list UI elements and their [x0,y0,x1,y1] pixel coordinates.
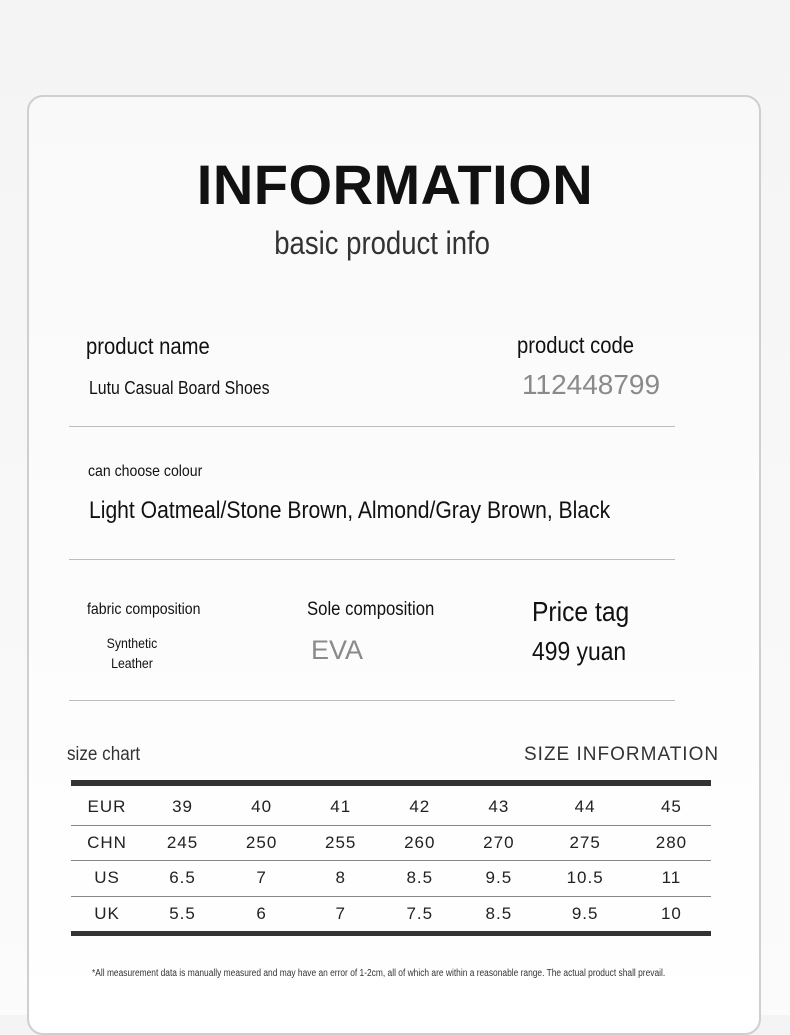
table-cell: 255 [301,825,380,861]
page-title: INFORMATION [196,153,594,216]
product-name-label: product name [86,333,210,359]
table-cell: 10 [660,903,682,923]
table-cell: 40 [222,790,301,825]
table-cell: 280 [632,825,711,861]
table-cell: 8.5 [380,861,459,897]
table-row-chn [71,825,711,861]
table-cell: 270 [459,825,538,861]
table-cell: 275 [538,825,631,861]
table-cell: 260 [380,825,459,861]
table-cell: 9.5 [459,861,538,897]
table-top-bar [71,780,711,786]
fabric-label: fabric composition [87,601,201,618]
table-cell: 6 [256,903,267,923]
table-row-us [71,861,711,897]
table-cell: 8 [301,861,380,897]
size-information-title: SIZE INFORMATION [524,744,720,765]
divider-3 [69,700,675,701]
colour-value: Light Oatmeal/Stone Brown, Almond/Gray Brown, Black [89,497,611,524]
product-name-value: Lutu Casual Board Shoes [89,378,270,398]
row-head: CHN [71,825,143,861]
table-row-eur [71,790,711,825]
sole-value: EVA [311,635,364,665]
size-chart-title: size chart [67,744,141,765]
table-row-uk [71,896,711,931]
table-cell: 39 [143,790,222,825]
row-head: EUR [71,790,143,825]
table-cell: 6.5 [143,861,222,897]
table-cell: 42 [380,790,459,825]
table-cell: 10.5 [538,861,631,897]
fabric-value-line2: Leather [111,655,153,671]
divider-1 [69,426,675,427]
size-table [71,790,711,931]
table-cell: 8.5 [485,903,513,923]
table-cell: 11 [632,861,711,897]
table-bottom-bar [71,931,711,936]
price-value: 499 yuan [532,636,627,666]
fabric-value-line1: Synthetic [106,635,158,651]
table-cell: 43 [459,790,538,825]
sole-label: Sole composition [307,599,435,620]
table-cell: 245 [143,825,222,861]
table-cell: 7 [335,903,346,923]
table-cell: 7 [222,861,301,897]
row-head: US [71,861,143,897]
table-cell: 5.5 [169,903,196,923]
table-cell: 45 [632,790,711,825]
product-code-label: product code [517,332,635,358]
product-code-value: 112448799 [522,369,661,400]
divider-2 [69,559,675,560]
table-cell: 250 [222,825,301,861]
table-cell: 41 [301,790,380,825]
page-subtitle: basic product info [274,225,490,261]
colour-label: can choose colour [88,463,203,480]
table-cell: 7.5 [406,903,434,923]
footnote: *All measurement data is manually measured and may have an error of 1-2cm, all of which are within a reasonable range. The actual product shall prevail. [92,968,666,979]
price-label: Price tag [532,596,630,627]
row-head: UK [94,903,120,923]
table-cell: 44 [538,790,631,825]
table-cell: 9.5 [571,903,599,923]
